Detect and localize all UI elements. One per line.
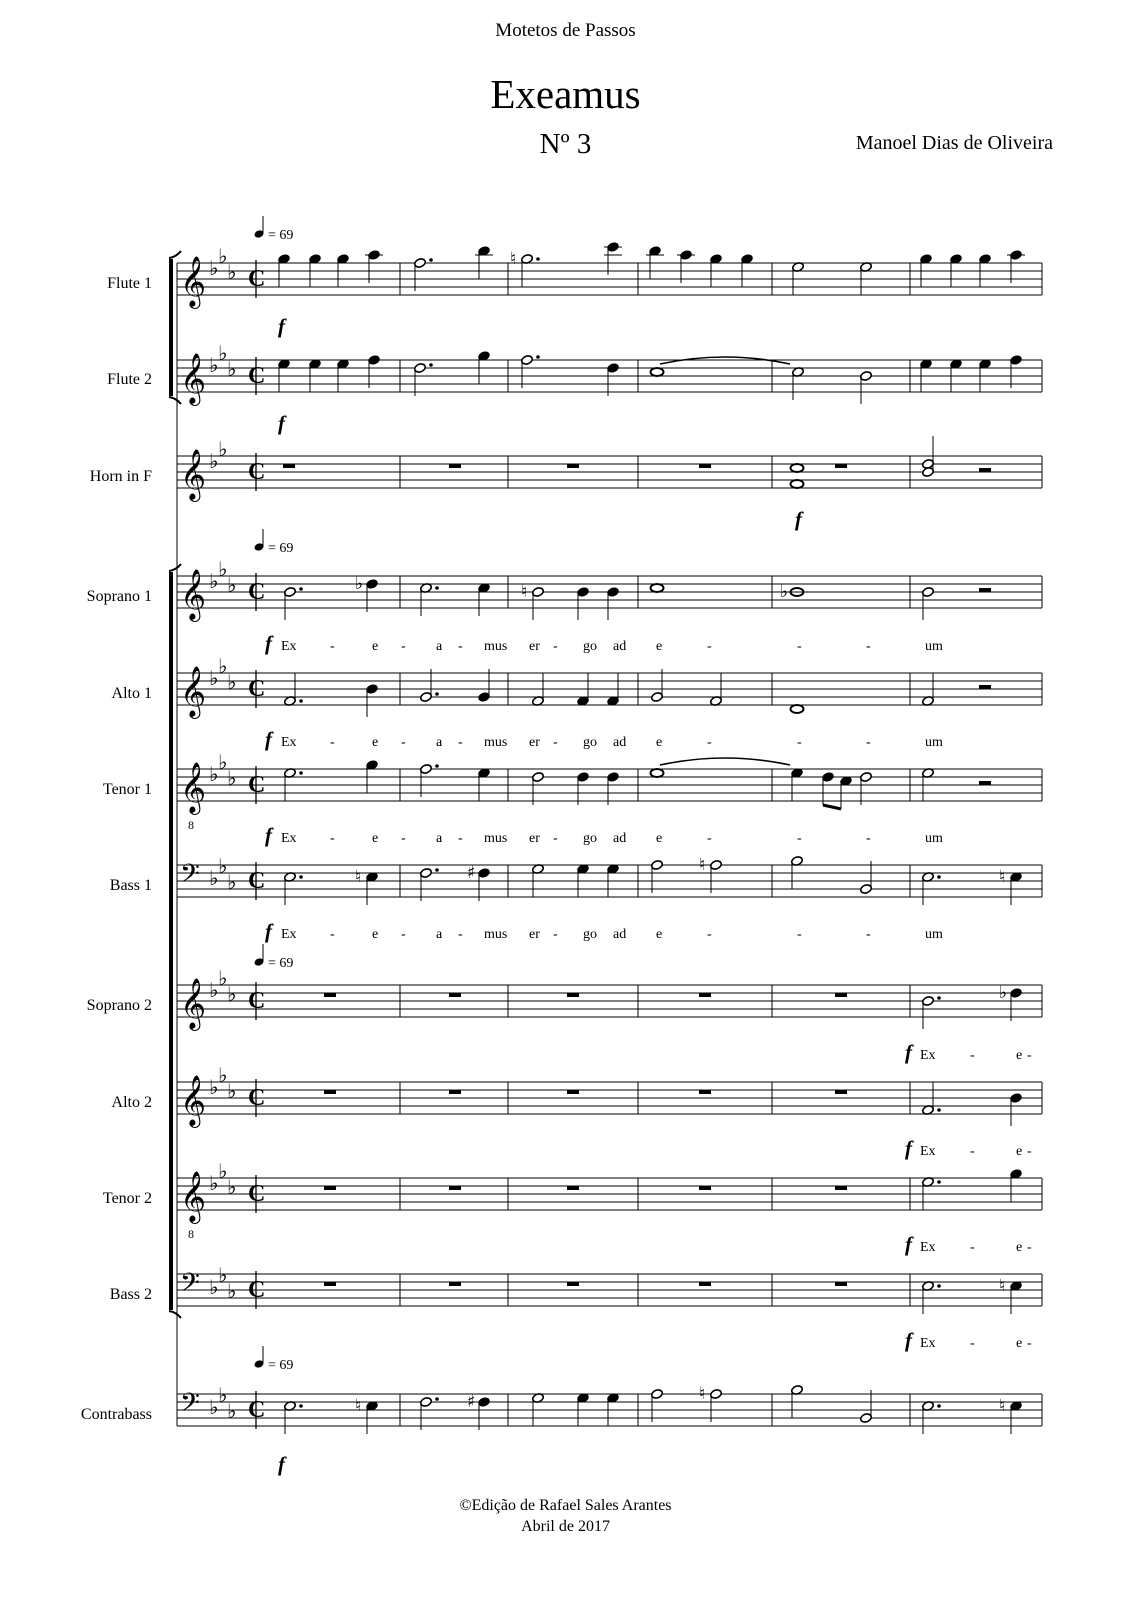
half-note [922,467,935,478]
piece-title: Exeamus [490,71,641,117]
flat-sign: ♭ [227,870,237,894]
lyric-syllable: - [866,927,871,942]
lyric-syllable: er [529,735,540,750]
whole-rest [567,1090,579,1094]
choir-bracket-bottom [169,1311,181,1318]
accidental: ♯ [467,1392,476,1412]
instrument-label-bass-1: Bass 1 [109,877,152,894]
lyric-syllable: Ex [920,1240,936,1255]
dynamic-forte: f [265,631,272,655]
lyric-syllable: - [330,735,335,750]
flat-sign: ♭ [227,357,237,381]
whole-rest [449,1282,461,1286]
augmentation-dot [937,875,941,879]
whole-rest [567,993,579,997]
whole-rest [835,1090,847,1094]
eighth-beam [823,805,841,809]
instrument-label-horn: Horn in F [89,468,152,485]
cut-time-signature: C [248,1085,266,1111]
lyric-syllable: e [372,639,379,654]
whole-note [651,584,664,592]
accidental: ♮ [999,1276,1006,1296]
instrument-label-flute-1: Flute 1 [107,275,152,292]
augmentation-dot [429,258,433,262]
cut-time-signature: C [248,676,266,702]
accidental: ♮ [355,867,362,887]
lyric-syllable: Ex [281,831,297,846]
quarter-note [366,684,379,695]
whole-rest [699,1282,711,1286]
lyric-syllable: mus [484,927,508,942]
quarter-note [366,579,379,590]
half-note [922,587,935,598]
quarter-note [1010,250,1023,261]
quarter-note [607,772,620,783]
lyric-syllable: go [583,639,597,654]
accidental: ♭ [355,574,364,594]
dynamic-forte: f [795,507,802,531]
lyric-syllable: mus [484,831,508,846]
instrument-label-tenor-1: Tenor 1 [102,781,152,798]
augmentation-dot [435,586,439,590]
quarter-note [607,242,620,253]
whole-rest [324,1090,336,1094]
lyric-syllable: - [458,831,463,846]
half-rest [979,781,991,785]
half-note [922,996,935,1007]
lyric-syllable: - [707,831,712,846]
half-note [420,868,433,879]
augmentation-dot [299,587,303,591]
bass-clef: 𝄢 [180,1388,200,1424]
flat-sign: ♭ [209,666,219,690]
cut-time-signature: C [248,1277,266,1303]
quarter-note [1010,355,1023,366]
lyric-syllable: - [553,735,558,750]
half-note [710,1389,723,1400]
flat-sign: ♭ [209,1075,219,1099]
lyric-syllable: e [372,735,379,750]
instrument-label-flute-2: Flute 2 [107,371,152,388]
lyric-syllable: e [372,927,379,942]
half-note [420,764,433,775]
lyric-syllable: e [1016,1240,1023,1255]
augmentation-dot [937,1180,941,1184]
eighth-note [822,772,835,783]
flat-sign: ♭ [209,449,219,473]
half-note [710,860,723,871]
lyric-syllable: - [707,735,712,750]
accidental: ♮ [510,249,517,269]
lyric-syllable: Ex [281,639,297,654]
dynamic-forte: f [905,1040,912,1064]
edition-credit: ©Edição de Rafael Sales Arantes [459,1497,672,1514]
lyric-syllable: er [529,927,540,942]
accidental: ♭ [999,983,1008,1003]
lyric-syllable: a [436,927,443,942]
flat-sign: ♭ [209,978,219,1002]
lyric-syllable: go [583,735,597,750]
lyric-syllable: e [1016,1048,1023,1063]
accidental: ♮ [699,1384,706,1404]
whole-note [651,368,664,376]
flat-sign: ♭ [209,569,219,593]
augmentation-dot [536,257,540,261]
flat-sign: ♭ [209,1275,219,1299]
lyric-syllable: go [583,831,597,846]
cut-time-signature: C [248,1181,266,1207]
augmentation-dot [435,764,439,768]
half-note [651,692,664,703]
bass-clef: 𝄢 [180,1268,200,1304]
quarter-note [478,1397,491,1408]
lyric-syllable: - [401,639,406,654]
flat-sign: ♭ [227,1399,237,1423]
whole-rest [699,993,711,997]
flat-sign: ♭ [227,260,237,284]
lyric-syllable: - [1027,1336,1032,1351]
instrument-label-alto-2: Alto 2 [111,1094,152,1111]
lyric-syllable: e [656,831,663,846]
lyric-syllable: - [866,639,871,654]
cut-time-signature: C [248,459,266,485]
lyric-syllable: ad [613,639,627,654]
piece-number: Nº 3 [539,128,592,160]
whole-rest [449,993,461,997]
lyric-syllable: - [970,1144,975,1159]
quarter-note [368,355,381,366]
half-note [521,355,534,366]
whole-rest [567,1282,579,1286]
whole-rest [567,464,579,468]
dynamic-forte: f [905,1328,912,1352]
half-note [420,692,433,703]
flat-sign: ♭ [227,1175,237,1199]
cut-time-signature: C [248,868,266,894]
lyric-syllable: - [401,735,406,750]
whole-rest [324,1186,336,1190]
lyric-syllable: e [656,735,663,750]
lyric-syllable: - [970,1048,975,1063]
whole-rest [835,1186,847,1190]
lyric-syllable: - [1027,1240,1032,1255]
whole-rest [324,1282,336,1286]
lyric-syllable: - [707,927,712,942]
lyric-syllable: e [656,639,663,654]
lyric-syllable: - [553,927,558,942]
lyric-syllable: um [925,639,943,654]
treble-clef: 𝄞 [180,666,207,717]
treble-clef: 𝄞 [180,449,207,500]
quarter-note [577,587,590,598]
instrument-label-alto-1: Alto 1 [111,685,152,702]
collection-title: Motetos de Passos [495,20,636,41]
whole-rest [324,993,336,997]
flat-sign: ♭ [209,1395,219,1419]
augmentation-dot [299,875,303,879]
treble-clef: 𝄞 [180,256,207,307]
lyric-syllable: - [797,639,802,654]
augmentation-dot [299,699,303,703]
lyric-syllable: - [330,639,335,654]
whole-rest [449,1090,461,1094]
accidental: ♮ [999,1396,1006,1416]
lyric-syllable: ad [613,735,627,750]
lyric-syllable: um [925,831,943,846]
whole-rest [567,1186,579,1190]
whole-rest [835,464,847,468]
treble-clef: 𝄞 [180,1075,207,1126]
dynamic-forte: f [278,411,285,435]
octave-8-marker: 8 [188,1227,194,1241]
flat-sign: ♭ [218,244,228,268]
augmentation-dot [937,1284,941,1288]
lyric-syllable: Ex [920,1336,936,1351]
dynamic-forte: f [278,314,285,338]
flat-sign: ♭ [209,1171,219,1195]
flat-sign: ♭ [227,573,237,597]
lyric-syllable: mus [484,639,508,654]
half-note [532,587,545,598]
instrument-label-bass-2: Bass 2 [109,1286,152,1303]
accidental: ♮ [999,867,1006,887]
flat-sign: ♭ [218,966,228,990]
whole-rest [283,464,295,468]
flat-sign: ♭ [227,766,237,790]
lyric-syllable: er [529,639,540,654]
tempo-marking: = 69 [268,541,294,556]
whole-note [791,705,804,713]
quarter-note [607,587,620,598]
lyric-syllable: Ex [920,1048,936,1063]
cut-time-signature: C [248,579,266,605]
accidental: ♭ [780,582,789,602]
accidental: ♮ [355,1396,362,1416]
lyric-syllable: - [797,831,802,846]
dynamic-forte: f [905,1232,912,1256]
cut-time-signature: C [248,988,266,1014]
lyric-syllable: - [1027,1048,1032,1063]
accidental: ♯ [467,863,476,883]
whole-rest [699,464,711,468]
instrument-label-soprano-2: Soprano 2 [86,997,152,1014]
half-note [651,1389,664,1400]
lyric-syllable: - [866,735,871,750]
instrument-label-tenor-2: Tenor 2 [102,1190,152,1207]
quarter-note [680,250,693,261]
lyric-syllable: - [797,927,802,942]
flat-sign: ♭ [227,1279,237,1303]
flat-sign: ♭ [218,557,228,581]
whole-note [651,769,664,777]
lyric-syllable: go [583,927,597,942]
flat-sign: ♭ [209,866,219,890]
lyric-syllable: e [372,831,379,846]
whole-rest [835,993,847,997]
quarter-note [1010,1093,1023,1104]
whole-rest [449,464,461,468]
quarter-note [478,692,491,703]
lyric-syllable: a [436,735,443,750]
tie [660,758,790,765]
accidental: ♮ [699,855,706,875]
lyric-syllable: mus [484,735,508,750]
augmentation-dot [299,1404,303,1408]
flat-sign: ♭ [209,256,219,280]
flat-sign: ♭ [227,1079,237,1103]
cut-time-signature: C [248,266,266,292]
treble-clef: 𝄞 [180,978,207,1029]
quarter-note [368,250,381,261]
augmentation-dot [536,355,540,359]
flat-sign: ♭ [218,437,228,461]
flat-sign: ♭ [209,762,219,786]
lyric-syllable: - [797,735,802,750]
lyric-syllable: - [330,927,335,942]
treble-clef: 𝄞 [180,353,207,404]
treble-clef: 𝄞 [180,569,207,620]
augmentation-dot [435,692,439,696]
quarter-note [607,363,620,374]
dynamic-forte: f [265,919,272,943]
flat-sign: ♭ [227,670,237,694]
lyric-syllable: er [529,831,540,846]
lyric-syllable: um [925,735,943,750]
augmentation-dot [435,868,439,872]
lyric-syllable: Ex [281,735,297,750]
tempo-marking: = 69 [268,1358,294,1373]
flat-sign: ♭ [227,982,237,1006]
dynamic-forte: f [265,727,272,751]
lyric-syllable: - [553,831,558,846]
treble-clef: 𝄞 [180,1171,207,1222]
lyric-syllable: e [1016,1144,1023,1159]
half-note [414,258,427,269]
lyric-syllable: e [1016,1336,1023,1351]
dynamic-forte: f [265,823,272,847]
lyric-syllable: - [1027,1144,1032,1159]
flat-sign: ♭ [218,1159,228,1183]
cut-time-signature: C [248,1397,266,1423]
lyric-syllable: a [436,639,443,654]
whole-note [791,480,804,488]
flat-sign: ♭ [218,1263,228,1287]
lyric-syllable: e [656,927,663,942]
tempo-marking: = 69 [268,228,294,243]
flat-sign: ♭ [218,750,228,774]
lyric-syllable: - [970,1336,975,1351]
augmentation-dot [299,771,303,775]
accidental: ♮ [521,582,528,602]
cut-time-signature: C [248,363,266,389]
lyric-syllable: um [925,927,943,942]
whole-rest [699,1186,711,1190]
half-rest [979,685,991,689]
half-note [284,587,297,598]
half-rest [979,588,991,592]
flat-sign: ♭ [218,654,228,678]
half-note [532,772,545,783]
tempo-marking: = 69 [268,956,294,971]
instrument-label-soprano-1: Soprano 1 [86,588,152,605]
lyric-syllable: - [707,639,712,654]
flat-sign: ♭ [209,353,219,377]
quarter-note [478,868,491,879]
whole-rest [699,1090,711,1094]
half-rest [979,468,991,472]
lyric-syllable: ad [613,927,627,942]
lyric-syllable: - [401,927,406,942]
treble-clef: 𝄞 [180,762,207,813]
lyric-syllable: - [866,831,871,846]
augmentation-dot [937,1108,941,1112]
augmentation-dot [937,996,941,1000]
quarter-note [577,772,590,783]
lyric-syllable: a [436,831,443,846]
whole-note [791,464,804,472]
whole-rest [835,1282,847,1286]
lyric-syllable: - [458,927,463,942]
lyric-syllable: - [458,735,463,750]
bass-clef: 𝄢 [180,859,200,895]
lyric-syllable: - [553,639,558,654]
lyric-syllable: - [330,831,335,846]
whole-rest [449,1186,461,1190]
half-note [651,860,664,871]
dynamic-forte: f [278,1452,285,1476]
augmentation-dot [429,363,433,367]
lyric-syllable: - [970,1240,975,1255]
half-note [860,1413,873,1424]
composer-name: Manoel Dias de Oliveira [855,132,1053,154]
quarter-note [1010,988,1023,999]
cut-time-signature: C [248,772,266,798]
half-note [420,1397,433,1408]
lyric-syllable: Ex [920,1144,936,1159]
flat-sign: ♭ [218,1063,228,1087]
half-note [860,371,873,382]
augmentation-dot [937,1404,941,1408]
flat-sign: ♭ [218,1383,228,1407]
half-note [414,363,427,374]
dynamic-forte: f [905,1136,912,1160]
lyric-syllable: ad [613,831,627,846]
lyric-syllable: Ex [281,927,297,942]
flat-sign: ♭ [218,341,228,365]
flat-sign: ♭ [218,854,228,878]
lyric-syllable: - [458,639,463,654]
half-note [860,772,873,783]
octave-8-marker: 8 [188,818,194,832]
half-note [860,884,873,895]
lyric-syllable: - [401,831,406,846]
edition-date: Abril de 2017 [521,1518,610,1535]
instrument-label-contrabass: Contrabass [80,1406,152,1423]
augmentation-dot [435,1397,439,1401]
